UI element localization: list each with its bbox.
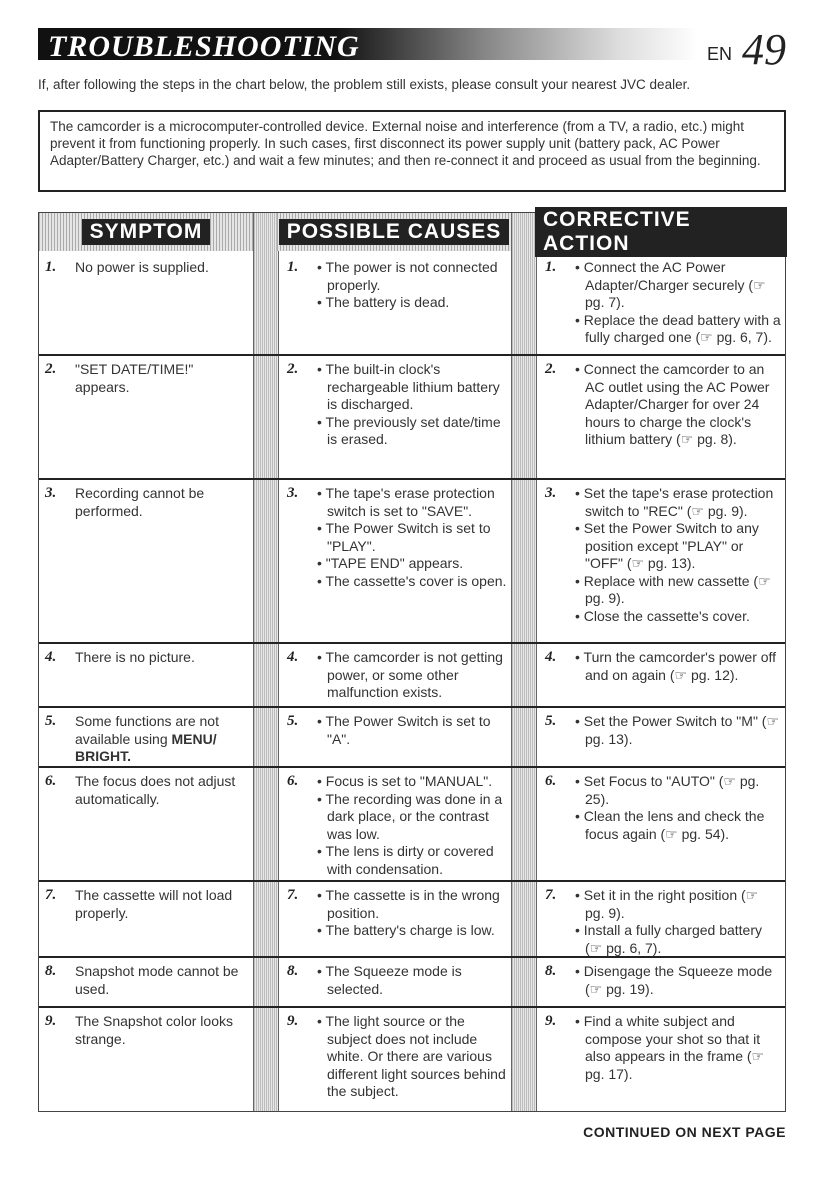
cause-cell — [317, 485, 507, 590]
cause-item: • The cassette is in the wrong position. — [317, 887, 500, 921]
row-number: 9. — [287, 1013, 299, 1029]
action-item: • Replace with new cassette (☞ pg. 9). — [575, 572, 771, 606]
cause-cell — [317, 773, 507, 878]
cause-item: • The battery is dead. — [317, 294, 450, 310]
row-number: 5. — [545, 713, 557, 729]
row-separator — [39, 354, 785, 356]
action-cell — [575, 887, 781, 957]
symptom-text: Some functions are not available using — [75, 713, 219, 747]
row-number: 4. — [545, 649, 557, 665]
symptom-text: The Snapshot color looks strange. — [75, 1013, 233, 1047]
notice-box: The camcorder is a microcomputer-controlled device. External noise and interference (from a TV, a radio, etc.) might prevent it from functioning properly. In such cases, first disconnect its power supply unit (battery pack, AC Power Adapter/Battery Charger, etc.) and wait a few minutes; and then re-connect it and proceed as usual from the beginning. — [38, 110, 786, 192]
symptom-cell — [75, 1013, 247, 1048]
row-number: 5. — [287, 713, 299, 729]
cause-item: • The tape's erase protection switch is set to "SAVE". — [317, 485, 495, 519]
action-item: • Find a white subject and compose your shot so that it also appears in the frame (☞ pg. 17). — [575, 1013, 765, 1082]
row-number: 7. — [45, 887, 57, 903]
row-number: 1. — [287, 259, 299, 275]
header-symptom: SYMPTOM — [39, 213, 253, 251]
symptom-cell — [75, 713, 247, 766]
symptom-text: Recording cannot be performed. — [75, 485, 205, 519]
row-number: 9. — [45, 1013, 57, 1029]
intro-text: If, after following the steps in the chart below, the problem still exists, please consult your nearest JVC dealer. — [38, 77, 691, 92]
row-number: 4. — [45, 649, 57, 665]
language-label: EN — [706, 44, 732, 64]
header-causes: POSSIBLE CAUSES — [277, 213, 511, 251]
action-item: • Set the Power Switch to any position except "PLAY" or "OFF" (☞ pg. 13). — [575, 520, 759, 571]
action-item: • Turn the camcorder's power off and on again (☞ pg. 12). — [575, 649, 777, 683]
row-separator — [39, 706, 785, 708]
column-separator — [253, 213, 279, 1111]
cause-cell — [317, 713, 507, 748]
action-item: • Connect the camcorder to an AC outlet using the AC Power Adapter/Charger for over 24 hours to charge the clock's lithium battery (☞ pg. 8). — [575, 361, 770, 447]
row-separator — [39, 766, 785, 768]
action-item: • Set it in the right position (☞ pg. 9). — [575, 887, 759, 921]
row-number: 1. — [545, 259, 557, 275]
row-number: 1. — [45, 259, 57, 275]
action-item: • Disengage the Squeeze mode (☞ pg. 19). — [575, 963, 773, 997]
cause-item: • The Power Switch is set to "A". — [317, 713, 491, 747]
cause-item: • The Power Switch is set to "PLAY". — [317, 520, 491, 554]
symptom-text: There is no picture. — [75, 649, 195, 665]
symptom-cell — [75, 259, 247, 277]
row-number: 8. — [45, 963, 57, 979]
row-separator — [39, 642, 785, 644]
symptom-text: "SET DATE/TIME!" appears. — [75, 361, 194, 395]
row-number: 6. — [545, 773, 557, 789]
cause-cell — [317, 259, 507, 312]
row-number: 4. — [287, 649, 299, 665]
action-item: • Install a fully charged battery (☞ pg. 6, 7). — [575, 922, 762, 956]
symptom-cell — [75, 773, 247, 808]
page-title: TROUBLESHOOTING — [48, 30, 360, 63]
row-number: 6. — [45, 773, 57, 789]
cause-item: • The recording was done in a dark place, or the contrast was low. — [317, 790, 503, 842]
row-separator — [39, 956, 785, 958]
row-separator — [39, 1006, 785, 1008]
action-item: • Set Focus to "AUTO" (☞ pg. 25). — [575, 773, 760, 807]
row-number: 8. — [545, 963, 557, 979]
action-item: • Clean the lens and check the focus again (☞ pg. 54). — [575, 808, 765, 842]
page-number: 49 — [742, 25, 786, 74]
symptom-cell — [75, 649, 247, 667]
header-action: CORRECTIVE ACTION — [535, 213, 787, 251]
action-cell — [575, 963, 781, 998]
action-cell — [575, 649, 781, 684]
action-item: • Close the cassette's cover. — [575, 607, 750, 624]
title-band — [38, 28, 698, 63]
symptom-cell — [75, 485, 247, 520]
symptom-text: No power is supplied. — [75, 259, 209, 275]
row-separator — [39, 478, 785, 480]
symptom-text: The focus does not adjust automatically. — [75, 773, 236, 807]
row-number: 7. — [287, 887, 299, 903]
symptom-cell — [75, 887, 247, 922]
action-item: • Replace the dead battery with a fully charged one (☞ pg. 6, 7). — [575, 311, 781, 345]
page-header — [38, 24, 786, 74]
symptom-cell — [75, 361, 247, 396]
troubleshooting-table — [38, 208, 786, 1112]
action-cell — [575, 361, 781, 449]
cause-item: • The Squeeze mode is selected. — [317, 963, 462, 997]
row-number: 8. — [287, 963, 299, 979]
row-number: 3. — [287, 485, 299, 501]
action-cell — [575, 485, 781, 625]
row-separator — [39, 880, 785, 882]
cause-item: • The cassette's cover is open. — [317, 572, 507, 589]
cause-item: • The lens is dirty or covered with condensation. — [317, 843, 494, 877]
cause-item: • The battery's charge is low. — [317, 922, 495, 938]
action-cell — [575, 1013, 781, 1083]
cause-cell — [317, 361, 507, 449]
symptom-text: The cassette will not load properly. — [75, 887, 233, 921]
action-item: • Set the tape's erase protection switch to "REC" (☞ pg. 9). — [575, 485, 774, 519]
row-number: 6. — [287, 773, 299, 789]
action-cell — [575, 773, 781, 843]
row-number: 3. — [45, 485, 57, 501]
row-number: 9. — [545, 1013, 557, 1029]
cause-cell — [317, 1013, 507, 1101]
row-number: 5. — [45, 713, 57, 729]
symptom-cell — [75, 963, 247, 998]
cause-item: • Focus is set to "MANUAL". — [317, 773, 493, 789]
cause-cell — [317, 963, 507, 998]
symptom-text: Snapshot mode cannot be used. — [75, 963, 239, 997]
action-item: • Set the Power Switch to "M" (☞ pg. 13). — [575, 713, 780, 747]
symptom-bold-text: MENU/ BRIGHT. — [75, 730, 217, 764]
cause-item: • The power is not connected properly. — [317, 259, 498, 293]
row-number: 7. — [545, 887, 557, 903]
continued-note: CONTINUED ON NEXT PAGE — [583, 1124, 786, 1140]
column-separator — [511, 213, 537, 1111]
row-number: 3. — [545, 485, 557, 501]
row-number: 2. — [45, 361, 57, 377]
row-number: 2. — [545, 361, 557, 377]
cause-item: • The light source or the subject does not include white. Or there are various different light sources behind the subject. — [317, 1013, 506, 1099]
cause-item: • "TAPE END" appears. — [317, 555, 464, 571]
cause-item: • The camcorder is not getting power, or some other malfunction exists. — [317, 649, 503, 700]
action-cell — [575, 259, 781, 347]
action-item: • Connect the AC Power Adapter/Charger securely (☞ pg. 7). — [575, 259, 766, 310]
cause-item: • The previously set date/time is erased. — [317, 413, 501, 447]
cause-cell — [317, 649, 507, 702]
row-number: 2. — [287, 361, 299, 377]
cause-cell — [317, 887, 507, 940]
action-cell — [575, 713, 781, 748]
cause-item: • The built-in clock's rechargeable lithium battery is discharged. — [317, 361, 500, 412]
